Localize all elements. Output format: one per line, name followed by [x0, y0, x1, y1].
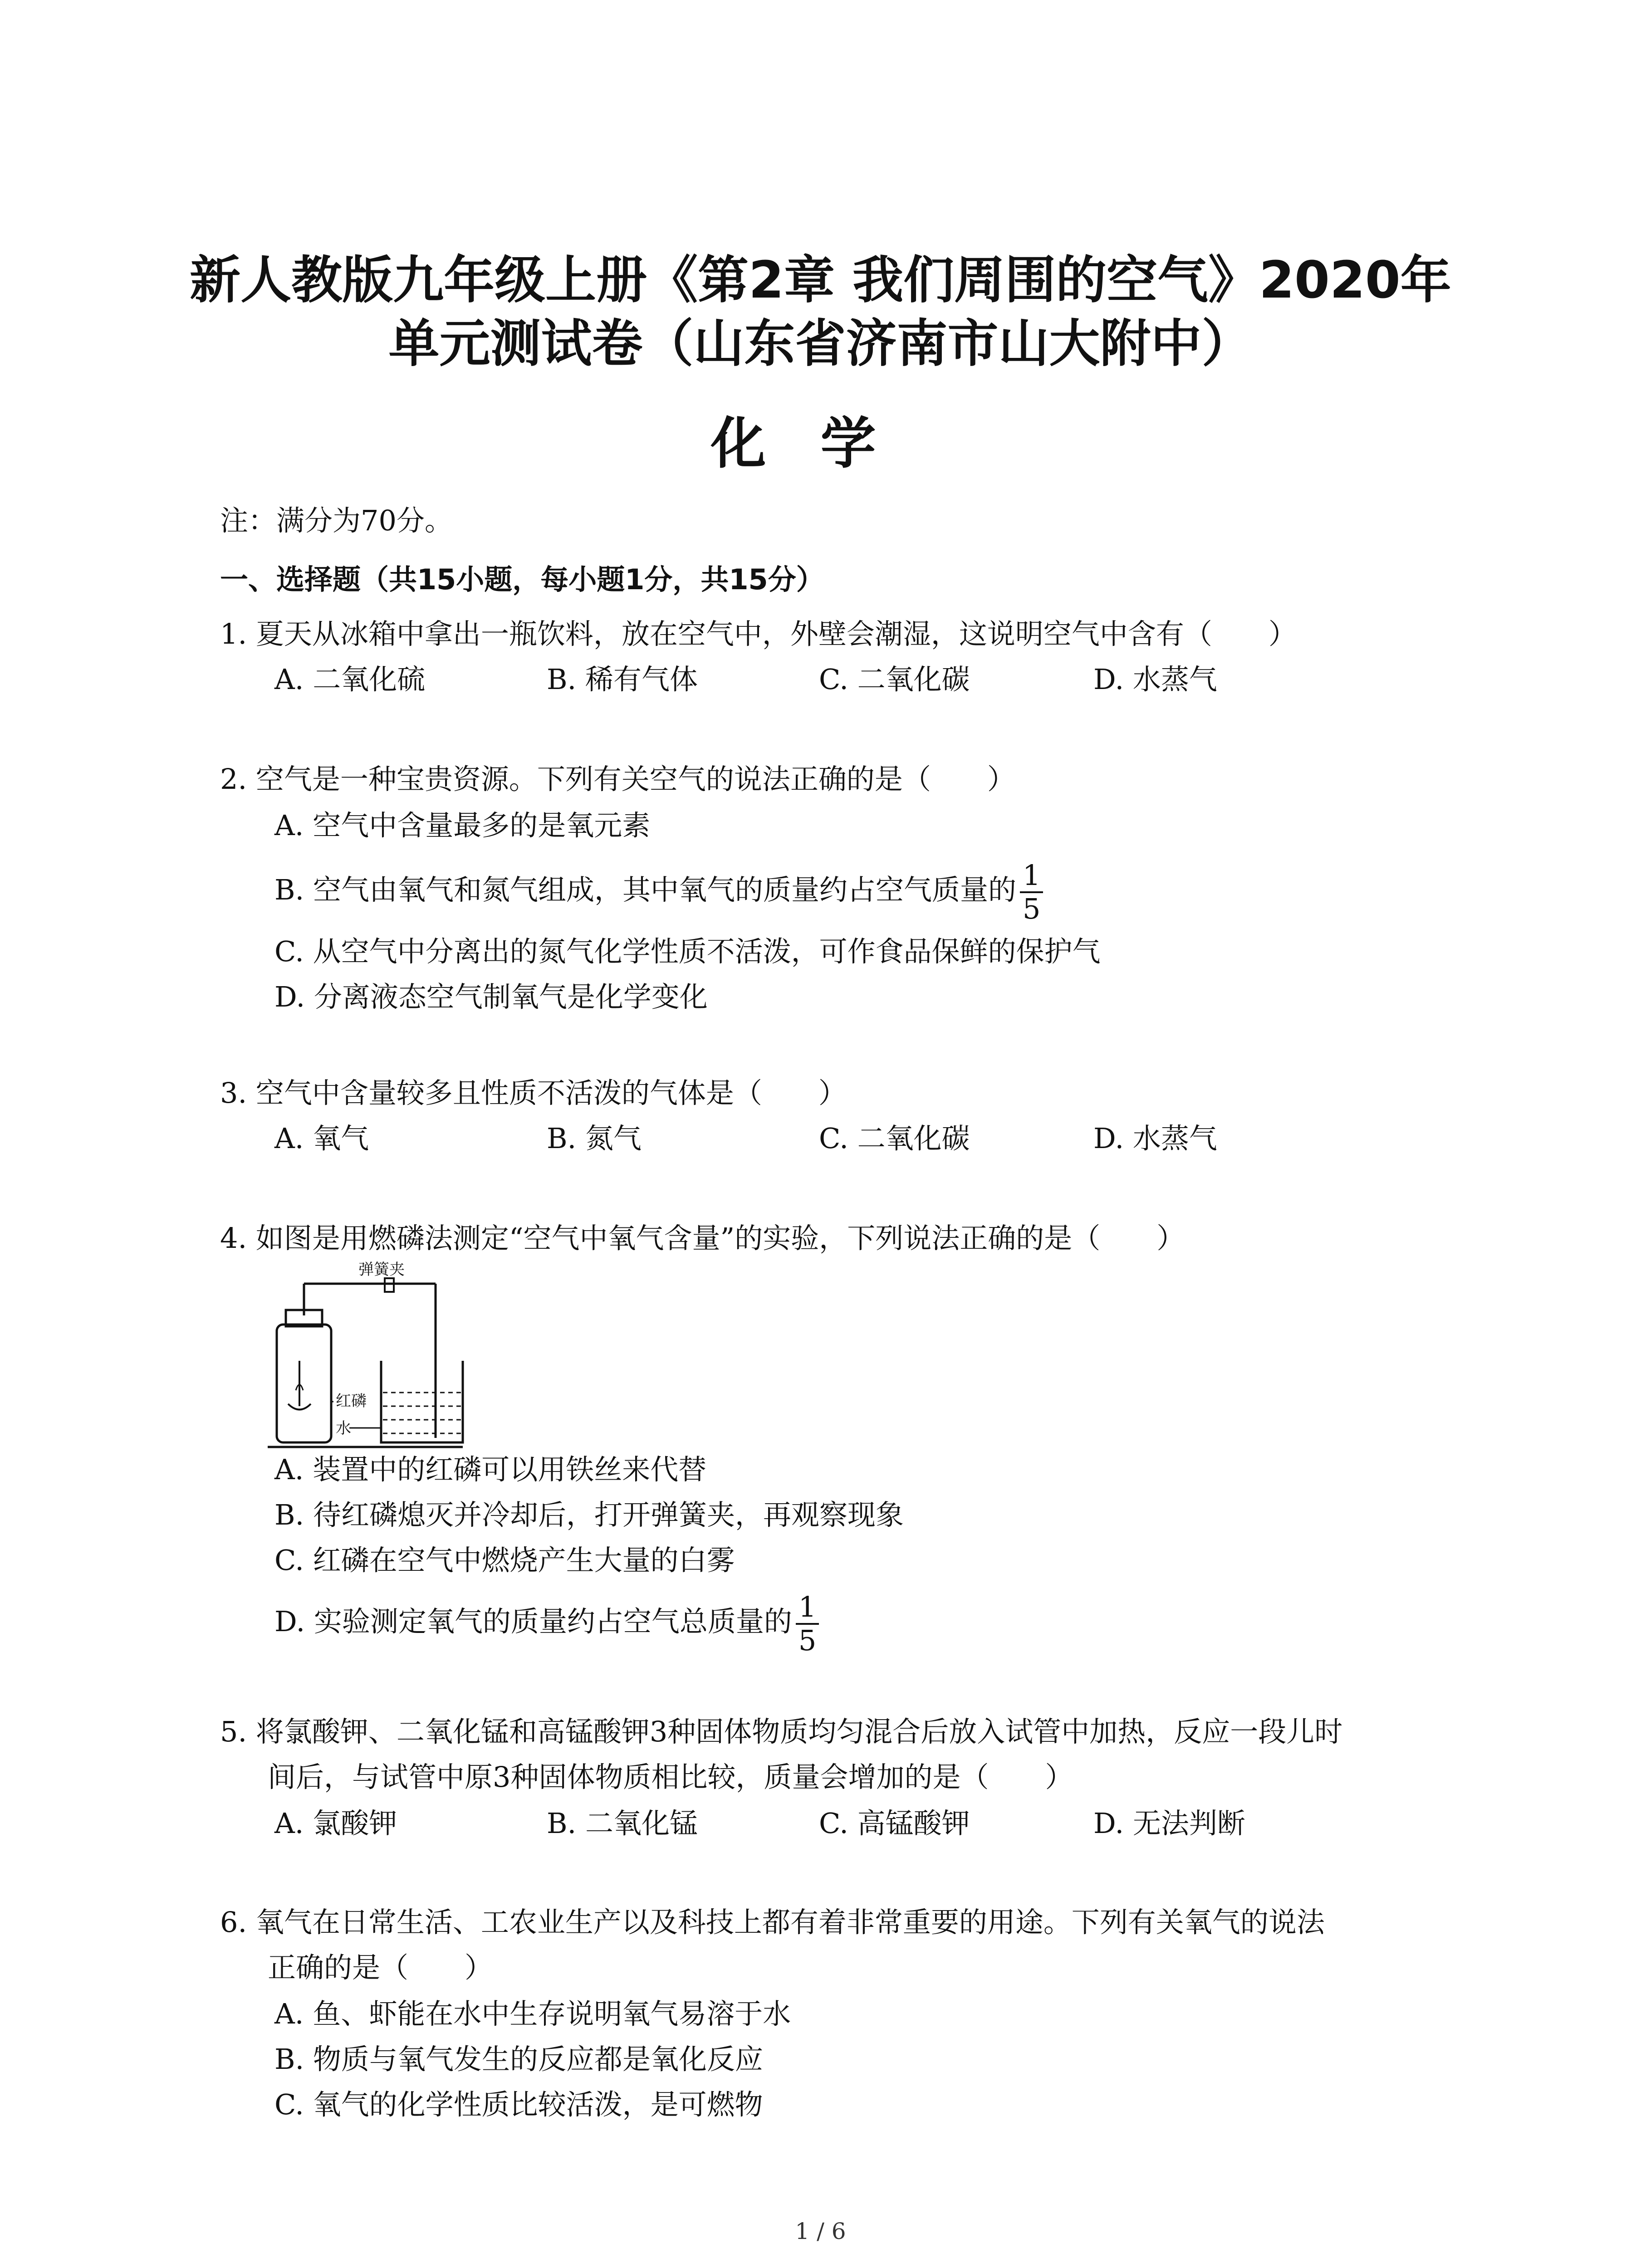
question-4-option-b: B. 待红磷熄灭并冷却后，打开弹簧夹，再观察现象: [274, 1498, 904, 1531]
question-4-option-d-text: D. 实验测定氧气的质量约占空气总质量的: [274, 1605, 792, 1638]
question-5-stem-line2: 间后，与试管中原3种固体物质相比较，质量会增加的是（ ）: [268, 1760, 1073, 1794]
clamp-label: 弹簧夹: [358, 1261, 405, 1279]
question-4-stem: 4. 如图是用燃磷法测定“空气中氧气含量”的实验，下列说法正确的是（ ）: [220, 1222, 1185, 1255]
water-label: 水: [336, 1419, 351, 1437]
question-3-option-c: C. 二氧化碳: [819, 1122, 970, 1155]
fraction-numerator: 1: [1020, 860, 1043, 893]
question-6-stem-line2: 正确的是（ ）: [268, 1951, 493, 1984]
fraction-denominator: 5: [798, 1623, 817, 1657]
question-2-option-b: [274, 858, 1043, 925]
red-phosphorus-label: 红磷: [336, 1392, 367, 1410]
question-6-option-b: B. 物质与氧气发生的反应都是氧化反应: [274, 2043, 763, 2076]
score-note: 注：满分为70分。: [220, 504, 453, 537]
question-2-option-b-text: B. 空气由氧气和氮气组成，其中氧气的质量约占空气质量的: [274, 873, 1016, 906]
question-3-option-b: B. 氮气: [547, 1122, 642, 1155]
question-1-option-d: D. 水蒸气: [1093, 663, 1217, 696]
question-2-option-d: D. 分离液态空气制氧气是化学变化: [274, 980, 708, 1013]
question-5-option-a: A. 氯酸钾: [274, 1807, 397, 1840]
question-5-option-b: B. 二氧化锰: [547, 1807, 698, 1840]
question-6-stem-line1: 6. 氧气在日常生活、工农业生产以及科技上都有着非常重要的用途。下列有关氧气的说法: [220, 1906, 1325, 1939]
question-6-option-c: C. 氧气的化学性质比较活泼，是可燃物: [274, 2088, 763, 2121]
question-2-option-c: C. 从空气中分离出的氮气化学性质不活泼，可作食品保鲜的保护气: [274, 935, 1101, 968]
phosphorus-experiment-diagram: [268, 1256, 476, 1452]
question-5-option-d: D. 无法判断: [1093, 1807, 1245, 1840]
fraction-one-fifth: [796, 1591, 819, 1657]
subject-heading: 化学: [710, 411, 931, 476]
question-4-option-a: A. 装置中的红磷可以用铁丝来代替: [274, 1453, 707, 1486]
question-3-option-d: D. 水蒸气: [1093, 1122, 1217, 1155]
question-3-option-a: A. 氧气: [274, 1122, 369, 1155]
section-heading: 一、选择题（共15小题，每小题1分，共15分）: [220, 563, 824, 596]
question-1-option-c: C. 二氧化碳: [819, 663, 970, 696]
paper-title-line2: 单元测试卷（山东省济南市山大附中）: [388, 314, 1253, 373]
paper-title-line1: 新人教版九年级上册《第2章 我们周围的空气》2020年: [190, 251, 1451, 310]
fraction-one-fifth: [1020, 860, 1043, 925]
question-5-option-c: C. 高锰酸钾: [819, 1807, 970, 1840]
fraction-numerator: 1: [796, 1591, 819, 1625]
question-2-stem: 2. 空气是一种宝贵资源。下列有关空气的说法正确的是（ ）: [220, 763, 1015, 796]
question-6-option-a: A. 鱼、虾能在水中生存说明氧气易溶于水: [274, 1997, 791, 2030]
question-2-option-a: A. 空气中含量最多的是氧元素: [274, 809, 651, 842]
fraction-denominator: 5: [1022, 892, 1041, 925]
question-1-stem: 1. 夏天从冰箱中拿出一瓶饮料，放在空气中，外壁会潮湿，这说明空气中含有（ ）: [220, 617, 1297, 650]
question-3-stem: 3. 空气中含量较多且性质不活泼的气体是（ ）: [220, 1076, 847, 1110]
question-4-option-d: [274, 1590, 819, 1657]
question-4-option-c: C. 红磷在空气中燃烧产生大量的白雾: [274, 1544, 735, 1577]
question-1-option-b: B. 稀有气体: [547, 663, 698, 696]
question-5-stem-line1: 5. 将氯酸钾、二氧化锰和高锰酸钾3种固体物质均匀混合后放入试管中加热，反应一段儿时: [220, 1715, 1343, 1748]
question-1-option-a: A. 二氧化硫: [274, 663, 426, 696]
page-number: 1 / 6: [795, 2218, 846, 2244]
